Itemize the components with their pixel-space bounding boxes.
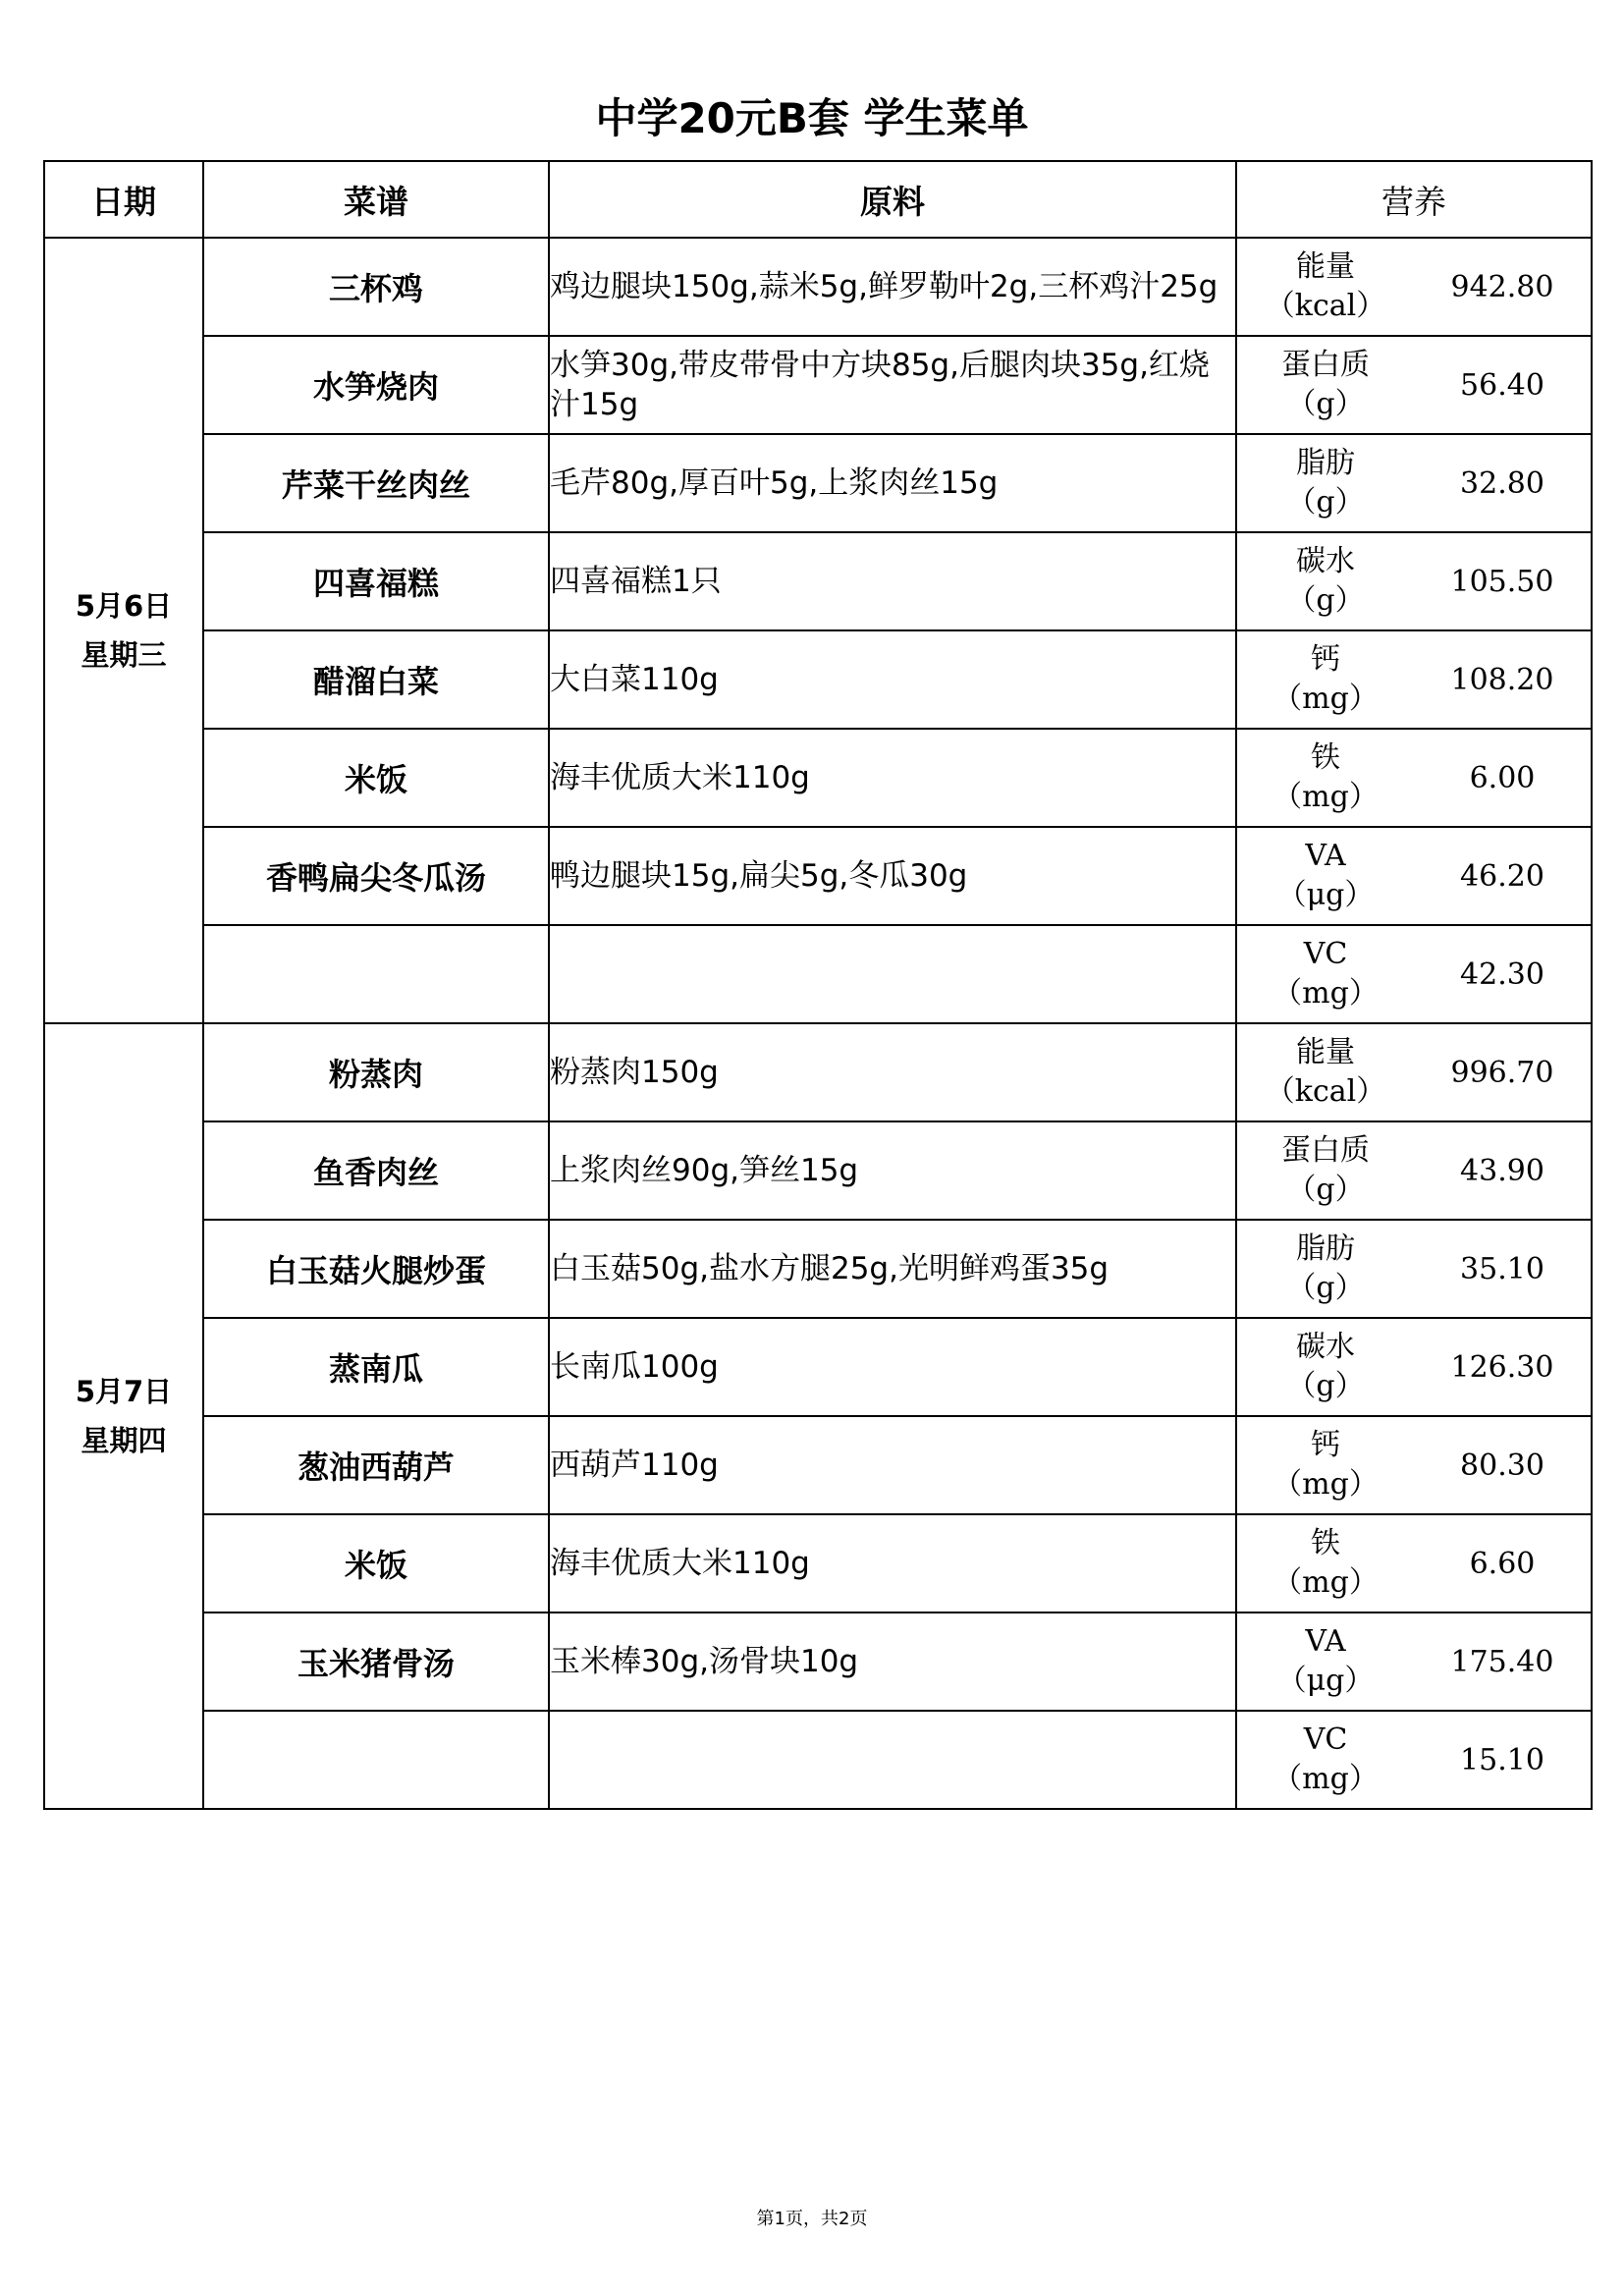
nutrient-label: 钙 — [1311, 642, 1340, 677]
header-nutrition: 营养 — [1236, 161, 1592, 238]
nutrition-cell — [1236, 336, 1592, 434]
nutrient-value: 942.80 — [1450, 269, 1554, 304]
nutrient-unit: （g） — [1286, 485, 1365, 519]
dish-name — [203, 1711, 549, 1809]
header-row — [44, 161, 1592, 238]
date-cell — [44, 238, 203, 1023]
nutrient-value: 108.20 — [1450, 662, 1554, 697]
weekday-label: 星期三 — [81, 638, 167, 672]
nutrient-label: 能量 — [1296, 1035, 1355, 1069]
dish-ingredients — [549, 925, 1236, 1023]
date-label: 5月6日 — [75, 589, 173, 623]
nutrient-unit: （g） — [1286, 1369, 1365, 1403]
nutrient-unit: （kcal） — [1265, 1074, 1386, 1109]
dish-ingredients — [549, 1711, 1236, 1809]
nutrient-unit: （μg） — [1276, 878, 1375, 912]
dish-name: 蒸南瓜 — [203, 1318, 549, 1416]
nutrient-label: VC — [1303, 1722, 1348, 1757]
nutrient-unit: （mg） — [1272, 976, 1379, 1011]
nutrient-value: 80.30 — [1460, 1448, 1544, 1483]
dish-ingredients: 毛芹80g,厚百叶5g,上浆肉丝15g — [549, 434, 1236, 532]
dish-name: 三杯鸡 — [203, 238, 549, 336]
nutrient-value: 175.40 — [1450, 1644, 1554, 1679]
nutrient-label: 蛋白质 — [1281, 348, 1370, 382]
nutrient-unit: （kcal） — [1265, 289, 1386, 323]
nutrition-cell — [1236, 1023, 1592, 1121]
dish-name: 粉蒸肉 — [203, 1023, 549, 1121]
nutrient-unit: （μg） — [1276, 1664, 1375, 1698]
nutrient-unit: （g） — [1286, 583, 1365, 618]
dish-name: 香鸭扁尖冬瓜汤 — [203, 827, 549, 925]
nutrient-label: VA — [1305, 839, 1346, 873]
dish-name: 水笋烧肉 — [203, 336, 549, 434]
nutrition-cell — [1236, 1613, 1592, 1711]
nutrient-unit: （g） — [1286, 387, 1365, 421]
header-date: 日期 — [44, 161, 203, 238]
nutrient-label: 铁 — [1311, 740, 1340, 775]
nutrition-cell — [1236, 630, 1592, 729]
nutrition-cell — [1236, 1121, 1592, 1220]
dish-ingredients: 白玉菇50g,盐水方腿25g,光明鲜鸡蛋35g — [549, 1220, 1236, 1318]
nutrition-cell — [1236, 1514, 1592, 1613]
nutrient-label: 蛋白质 — [1281, 1133, 1370, 1168]
nutrient-label: 钙 — [1311, 1428, 1340, 1462]
dish-name: 白玉菇火腿炒蛋 — [203, 1220, 549, 1318]
dish-ingredients: 鸭边腿块15g,扁尖5g,冬瓜30g — [549, 827, 1236, 925]
dish-name: 玉米猪骨汤 — [203, 1613, 549, 1711]
nutrient-value: 43.90 — [1460, 1153, 1544, 1188]
page-footer: 第1页，共2页 — [756, 2209, 868, 2229]
dish-ingredients: 西葫芦110g — [549, 1416, 1236, 1514]
weekday-label: 星期四 — [81, 1424, 167, 1457]
nutrient-label: VC — [1303, 937, 1348, 971]
nutrient-unit: （mg） — [1272, 682, 1379, 716]
nutrient-value: 6.00 — [1469, 760, 1536, 795]
nutrient-value: 32.80 — [1460, 465, 1544, 501]
nutrient-value: 15.10 — [1460, 1742, 1544, 1777]
dish-ingredients: 长南瓜100g — [549, 1318, 1236, 1416]
menu-table — [43, 160, 1593, 1810]
nutrition-cell — [1236, 1220, 1592, 1318]
dish-name: 芹菜干丝肉丝 — [203, 434, 549, 532]
dish-name: 米饭 — [203, 729, 549, 827]
nutrition-cell — [1236, 1416, 1592, 1514]
nutrient-value: 6.60 — [1469, 1546, 1536, 1581]
dish-ingredients: 鸡边腿块150g,蒜米5g,鲜罗勒叶2g,三杯鸡汁25g — [549, 238, 1236, 336]
page-title: 中学20元B套 学生菜单 — [595, 94, 1029, 142]
nutrient-value: 105.50 — [1450, 564, 1554, 599]
date-cell — [44, 1023, 203, 1809]
dish-name: 葱油西葫芦 — [203, 1416, 549, 1514]
nutrient-label: 脂肪 — [1296, 1231, 1355, 1266]
nutrient-label: 能量 — [1296, 249, 1355, 284]
nutrient-unit: （mg） — [1272, 1762, 1379, 1796]
dish-ingredients: 上浆肉丝90g,笋丝15g — [549, 1121, 1236, 1220]
nutrient-value: 46.20 — [1460, 858, 1544, 894]
dish-ingredients: 粉蒸肉150g — [549, 1023, 1236, 1121]
dish-ingredients: 海丰优质大米110g — [549, 729, 1236, 827]
dish-ingredients: 水笋30g,带皮带骨中方块85g,后腿肉块35g,红烧汁15g — [549, 336, 1236, 434]
nutrient-value: 56.40 — [1460, 367, 1544, 403]
nutrition-cell — [1236, 532, 1592, 630]
nutrient-unit: （g） — [1286, 1173, 1365, 1207]
nutrient-unit: （mg） — [1272, 780, 1379, 814]
date-label: 5月7日 — [75, 1375, 173, 1408]
day-block-1 — [44, 238, 1592, 1023]
dish-ingredients: 海丰优质大米110g — [549, 1514, 1236, 1613]
nutrient-unit: （g） — [1286, 1271, 1365, 1305]
dish-ingredients: 大白菜110g — [549, 630, 1236, 729]
dish-name: 四喜福糕 — [203, 532, 549, 630]
nutrient-unit: （mg） — [1272, 1565, 1379, 1600]
dish-name: 米饭 — [203, 1514, 549, 1613]
nutrition-cell — [1236, 1711, 1592, 1809]
dish-name — [203, 925, 549, 1023]
nutrition-cell — [1236, 827, 1592, 925]
day-block-2 — [44, 1023, 1592, 1809]
nutrient-value: 126.30 — [1450, 1349, 1554, 1385]
header-dish: 菜谱 — [203, 161, 549, 238]
nutrition-cell — [1236, 434, 1592, 532]
nutrient-label: 碳水 — [1296, 544, 1355, 578]
dish-ingredients: 四喜福糕1只 — [549, 532, 1236, 630]
nutrient-value: 996.70 — [1450, 1055, 1554, 1090]
nutrition-cell — [1236, 729, 1592, 827]
nutrient-value: 35.10 — [1460, 1251, 1544, 1286]
nutrition-cell — [1236, 925, 1592, 1023]
nutrient-label: 碳水 — [1296, 1330, 1355, 1364]
nutrient-value: 42.30 — [1460, 957, 1544, 992]
nutrient-label: VA — [1305, 1624, 1346, 1659]
nutrient-label: 脂肪 — [1296, 446, 1355, 480]
header-ingredients: 原料 — [549, 161, 1236, 238]
nutrient-unit: （mg） — [1272, 1467, 1379, 1502]
dish-name: 鱼香肉丝 — [203, 1121, 549, 1220]
nutrition-cell — [1236, 238, 1592, 336]
nutrition-cell — [1236, 1318, 1592, 1416]
dish-ingredients: 玉米棒30g,汤骨块10g — [549, 1613, 1236, 1711]
nutrient-label: 铁 — [1311, 1526, 1340, 1560]
dish-name: 醋溜白菜 — [203, 630, 549, 729]
